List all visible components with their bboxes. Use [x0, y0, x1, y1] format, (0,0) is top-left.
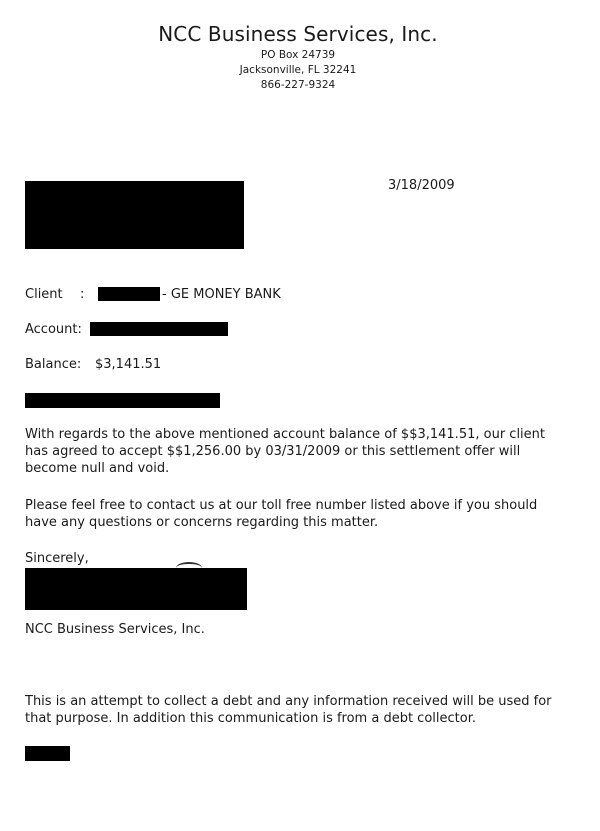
signer-company: NCC Business Services, Inc.	[25, 622, 205, 637]
client-label: Client	[25, 287, 63, 302]
redacted-footer-reference	[25, 746, 70, 761]
company-phone: 866-227-9324	[260, 79, 336, 91]
redacted-client-name	[98, 287, 160, 301]
client-name-suffix: - GE MONEY BANK	[162, 287, 281, 302]
balance-label: Balance:	[25, 357, 82, 372]
letter-date: 3/18/2009	[388, 178, 455, 193]
settlement-paragraph: With regards to the above mentioned account balance of $$3,141.51, our client has agreed to accept $$1,256.00 by 03/31/2009 or this settlement offer will become null and void.	[25, 427, 545, 476]
po-box: PO Box 24739	[260, 49, 336, 61]
debt-collector-disclaimer: This is an attempt to collect a debt and any information received will be used for that purpose. In addition this communication is from a debt collector.	[25, 694, 552, 726]
closing-salutation: Sincerely,	[25, 551, 89, 566]
redacted-reference	[25, 393, 220, 408]
account-label: Account:	[25, 322, 82, 337]
redacted-recipient-address	[25, 181, 244, 249]
contact-paragraph: Please feel free to contact us at our toll free number listed above if you should have any questions or concerns regarding this matter.	[25, 498, 538, 530]
redacted-signature	[25, 568, 247, 610]
client-separator: :	[80, 287, 85, 302]
company-name: NCC Business Services, Inc.	[158, 22, 438, 46]
city-state-zip: Jacksonville, FL 32241	[239, 64, 357, 76]
redacted-account-number	[90, 322, 228, 336]
balance-value: $3,141.51	[95, 357, 162, 372]
